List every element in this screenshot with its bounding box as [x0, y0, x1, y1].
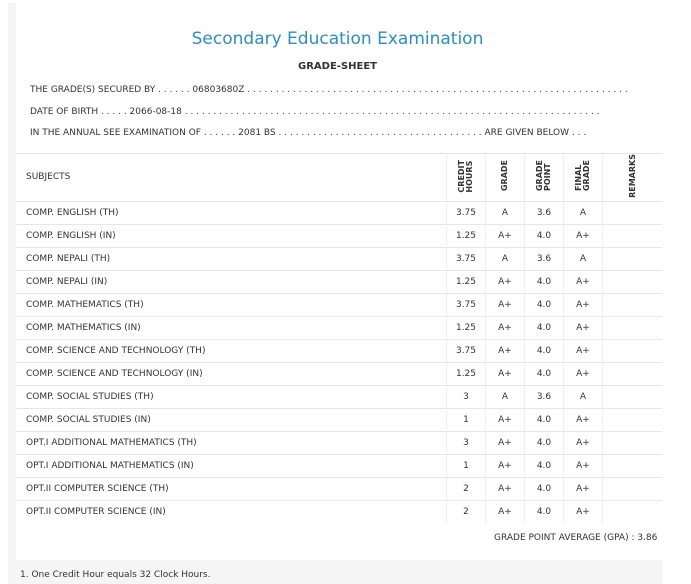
table-row — [16, 293, 662, 316]
header-credit-hours: CREDIT HOURS — [457, 159, 474, 193]
header-grade: GRADE — [500, 160, 509, 192]
credit-hour-note: 1. One Credit Hour equals 32 Clock Hours. — [20, 570, 211, 580]
table-row — [16, 247, 662, 270]
table-row — [16, 339, 662, 362]
table-row — [16, 385, 662, 408]
date-of-birth-line: DATE OF BIRTH . . . . . 2066-08-18 . . . . . . . . . . . . . . . . . . . . . . . . . . . . . . . . . . . . . . . . . . . . . . . . . . . . . . . . . . . . . . . . . . . . . . . . . — [30, 107, 600, 117]
header-final-grade-cell — [564, 154, 603, 202]
page-title: Secondary Education Examination — [191, 29, 484, 49]
subject-cell: OPT.II COMPUTER SCIENCE (IN) — [16, 500, 447, 523]
subject-cell: COMP. SCIENCE AND TECHNOLOGY (TH) — [16, 339, 447, 362]
credit-hours-cell: 1.25 — [447, 270, 486, 293]
remarks-cell — [603, 385, 663, 408]
credit-hours-cell: 3 — [447, 385, 486, 408]
credit-hours-cell: 3.75 — [447, 293, 486, 316]
subject-cell: COMP. NEPALI (IN) — [16, 270, 447, 293]
grade-point-cell: 4.0 — [525, 316, 564, 339]
grade-point-cell: 4.0 — [525, 224, 564, 247]
remarks-cell — [603, 339, 663, 362]
grade-cell: A+ — [486, 477, 525, 500]
exam-line: IN THE ANNUAL SEE EXAMINATION OF . . . . . . 2081 BS . . . . . . . . . . . . . . . . . . . . . . . . . . . . . . . . . . . . ARE GIVEN BELOW . . . — [30, 128, 587, 138]
final-grade-cell: A+ — [564, 431, 603, 454]
credit-hours-cell: 3.75 — [447, 201, 486, 224]
grade-cell: A+ — [486, 316, 525, 339]
final-grade-cell: A — [564, 247, 603, 270]
remarks-cell — [603, 431, 663, 454]
grades-table — [16, 153, 662, 523]
grade-cell: A+ — [486, 500, 525, 523]
credit-hours-cell: 1.25 — [447, 316, 486, 339]
credit-hours-cell: 3.75 — [447, 247, 486, 270]
remarks-cell — [603, 500, 663, 523]
header-subjects: SUBJECTS — [16, 154, 447, 202]
final-grade-cell: A+ — [564, 454, 603, 477]
subject-cell: COMP. MATHEMATICS (TH) — [16, 293, 447, 316]
table-header-row — [16, 154, 662, 202]
grade-cell: A — [486, 247, 525, 270]
subject-cell: OPT.II COMPUTER SCIENCE (TH) — [16, 477, 447, 500]
grade-point-cell: 4.0 — [525, 431, 564, 454]
final-grade-cell: A+ — [564, 293, 603, 316]
grade-point-cell: 3.6 — [525, 385, 564, 408]
credit-hours-cell: 1 — [447, 408, 486, 431]
header-grade-cell — [486, 154, 525, 202]
final-grade-cell: A+ — [564, 224, 603, 247]
table-row — [16, 408, 662, 431]
table-row — [16, 270, 662, 293]
table-row — [16, 201, 662, 224]
credit-hours-cell: 3 — [447, 431, 486, 454]
grade-point-cell: 4.0 — [525, 339, 564, 362]
subject-cell: COMP. ENGLISH (IN) — [16, 224, 447, 247]
remarks-cell — [603, 270, 663, 293]
subject-cell: COMP. SOCIAL STUDIES (TH) — [16, 385, 447, 408]
grade-sheet-heading: GRADE-SHEET — [298, 61, 377, 72]
grade-point-cell: 4.0 — [525, 362, 564, 385]
credit-hours-cell: 2 — [447, 477, 486, 500]
header-grade-point-cell — [525, 154, 564, 202]
table-row — [16, 431, 662, 454]
credit-hours-cell: 1.25 — [447, 224, 486, 247]
remarks-cell — [603, 293, 663, 316]
subject-cell: COMP. MATHEMATICS (IN) — [16, 316, 447, 339]
table-row — [16, 477, 662, 500]
grade-point-cell: 4.0 — [525, 270, 564, 293]
remarks-cell — [603, 316, 663, 339]
credit-hours-cell: 3.75 — [447, 339, 486, 362]
grade-point-cell: 3.6 — [525, 201, 564, 224]
grade-cell: A+ — [486, 362, 525, 385]
final-grade-cell: A+ — [564, 477, 603, 500]
header-credit-hours-cell — [447, 154, 486, 202]
final-grade-cell: A — [564, 385, 603, 408]
subject-cell: COMP. ENGLISH (TH) — [16, 201, 447, 224]
subject-cell: OPT.I ADDITIONAL MATHEMATICS (TH) — [16, 431, 447, 454]
grade-point-cell: 4.0 — [525, 477, 564, 500]
credit-hours-cell: 2 — [447, 500, 486, 523]
final-grade-cell: A+ — [564, 500, 603, 523]
header-remarks: REMARKS — [627, 154, 637, 198]
remarks-cell — [603, 477, 663, 500]
remarks-cell — [603, 201, 663, 224]
grade-cell: A+ — [486, 270, 525, 293]
remarks-cell — [603, 454, 663, 477]
grade-cell: A+ — [486, 454, 525, 477]
grade-point-cell: 3.6 — [525, 247, 564, 270]
table-row — [16, 316, 662, 339]
table-row — [16, 362, 662, 385]
final-grade-cell: A+ — [564, 270, 603, 293]
final-grade-cell: A+ — [564, 316, 603, 339]
header-final-grade: FINAL GRADE — [574, 160, 591, 192]
grade-point-cell: 4.0 — [525, 500, 564, 523]
remarks-cell — [603, 224, 663, 247]
grade-cell: A+ — [486, 293, 525, 316]
final-grade-cell: A+ — [564, 339, 603, 362]
remarks-cell — [603, 247, 663, 270]
final-grade-cell: A+ — [564, 408, 603, 431]
subject-cell: OPT.I ADDITIONAL MATHEMATICS (IN) — [16, 454, 447, 477]
grade-cell: A+ — [486, 431, 525, 454]
table-row — [16, 500, 662, 523]
header-grade-point: GRADE POINT — [535, 160, 552, 192]
grade-cell: A — [486, 201, 525, 224]
grade-cell: A — [486, 385, 525, 408]
subject-cell: COMP. SOCIAL STUDIES (IN) — [16, 408, 447, 431]
grade-cell: A+ — [486, 339, 525, 362]
subject-cell: COMP. NEPALI (TH) — [16, 247, 447, 270]
grade-point-cell: 4.0 — [525, 454, 564, 477]
grade-point-cell: 4.0 — [525, 408, 564, 431]
remarks-cell — [603, 408, 663, 431]
credit-hours-cell: 1 — [447, 454, 486, 477]
gpa-summary: GRADE POINT AVERAGE (GPA) : 3.86 — [494, 533, 658, 543]
table-row — [16, 224, 662, 247]
grade-point-cell: 4.0 — [525, 293, 564, 316]
subject-cell: COMP. SCIENCE AND TECHNOLOGY (IN) — [16, 362, 447, 385]
grade-cell: A+ — [486, 224, 525, 247]
secured-by-line: THE GRADE(S) SECURED BY . . . . . . 06803680Z . . . . . . . . . . . . . . . . . . . . . . . . . . . . . . . . . . . . . . . . . . . . . . . . . . . . . . . . . . . . . . . . . . . — [30, 85, 628, 95]
table-row — [16, 454, 662, 477]
final-grade-cell: A+ — [564, 362, 603, 385]
grade-cell: A+ — [486, 408, 525, 431]
header-remarks-cell — [603, 154, 663, 202]
final-grade-cell: A — [564, 201, 603, 224]
remarks-cell — [603, 362, 663, 385]
credit-hours-cell: 1.25 — [447, 362, 486, 385]
